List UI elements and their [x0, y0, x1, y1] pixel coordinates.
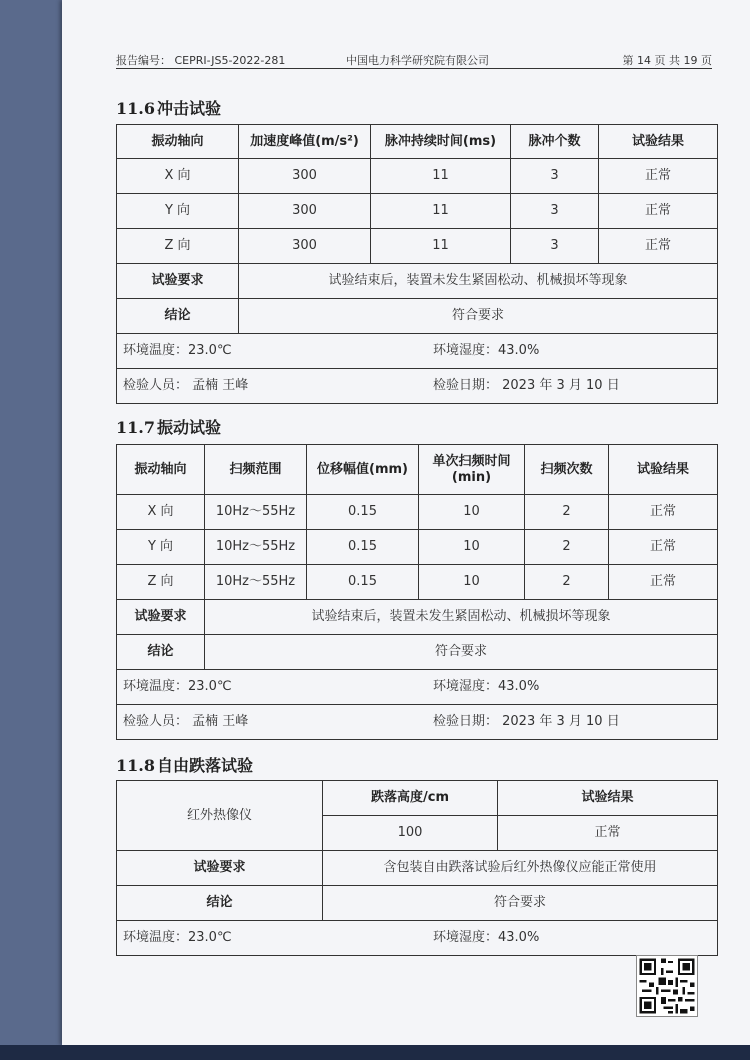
table-row — [117, 495, 718, 530]
table-row — [117, 229, 718, 264]
conclusion-label: 结论 — [117, 635, 205, 670]
cell: 300 — [239, 194, 371, 229]
section-title-vibration-test: 11.7 振动试验 — [116, 418, 221, 437]
requirement-row — [117, 264, 718, 299]
conclusion-row — [117, 635, 718, 670]
conclusion-value: 符合要求 — [239, 299, 718, 334]
cell: 300 — [239, 229, 371, 264]
report-number: 报告编号： CEPRI-JS5-2022-281 — [116, 54, 286, 67]
cell: Y 向 — [117, 194, 239, 229]
col-header: 扫频范围 — [205, 445, 307, 495]
table-row — [117, 194, 718, 229]
document-page — [62, 0, 750, 1045]
scan-background — [0, 1045, 750, 1060]
cell: 300 — [239, 159, 371, 194]
vibration-test-table — [116, 444, 718, 740]
col-header: 振动轴向 — [117, 445, 205, 495]
requirement-value: 含包装自由跌落试验后红外热像仪应能正常使用 — [323, 851, 718, 886]
cell: X 向 — [117, 495, 205, 530]
ambient-temperature: 环境温度：23.0℃ — [123, 930, 232, 945]
cell: 正常 — [599, 159, 718, 194]
conclusion-value: 符合要求 — [323, 886, 718, 921]
ambient-humidity: 环境湿度：43.0% — [433, 930, 540, 945]
cell: X 向 — [117, 159, 239, 194]
table-row — [117, 159, 718, 194]
cell: 正常 — [609, 530, 718, 565]
ambient-humidity: 环境湿度：43.0% — [433, 343, 540, 358]
ambient-humidity: 环境湿度：43.0% — [433, 679, 540, 694]
inspector-row — [117, 369, 718, 404]
cell: 正常 — [609, 495, 718, 530]
qr-code-icon — [636, 955, 698, 1017]
cell: 3 — [511, 194, 599, 229]
organization-name: 中国电力科学研究院有限公司 — [346, 54, 489, 67]
cell: 0.15 — [307, 530, 419, 565]
conclusion-row — [117, 299, 718, 334]
shock-test-table — [116, 124, 718, 404]
cell: 正常 — [498, 816, 718, 851]
col-header: 单次扫频时间(min) — [419, 445, 525, 495]
ambient-temperature: 环境温度：23.0℃ — [123, 679, 232, 694]
cell: 正常 — [599, 229, 718, 264]
inspectors: 检验人员： 孟楠 王峰 — [123, 714, 249, 729]
requirement-label: 试验要求 — [117, 264, 239, 299]
environment-row — [117, 334, 718, 369]
cell: 0.15 — [307, 495, 419, 530]
inspection-date: 检验日期： 2023 年 3 月 10 日 — [433, 378, 620, 393]
conclusion-label: 结论 — [117, 299, 239, 334]
col-header: 试验结果 — [609, 445, 718, 495]
page-header — [116, 52, 712, 69]
cell: 10Hz～55Hz — [205, 495, 307, 530]
col-header: 跌落高度/cm — [323, 781, 498, 816]
cell: 100 — [323, 816, 498, 851]
cell: 10Hz～55Hz — [205, 530, 307, 565]
col-header: 试验结果 — [498, 781, 718, 816]
cell: 10Hz～55Hz — [205, 565, 307, 600]
cell: 3 — [511, 159, 599, 194]
requirement-label: 试验要求 — [117, 851, 323, 886]
device-name: 红外热像仪 — [117, 781, 323, 851]
cell: Y 向 — [117, 530, 205, 565]
inspector-row — [117, 705, 718, 740]
cell: 0.15 — [307, 565, 419, 600]
col-header: 脉冲持续时间(ms) — [371, 125, 511, 159]
cell: 正常 — [599, 194, 718, 229]
cell: 2 — [525, 565, 609, 600]
page-number: 第 14 页 共 19 页 — [622, 54, 712, 67]
cell: 10 — [419, 565, 525, 600]
cell: 2 — [525, 530, 609, 565]
table-header-row — [117, 125, 718, 159]
requirement-row — [117, 600, 718, 635]
col-header: 位移幅值(mm) — [307, 445, 419, 495]
environment-row — [117, 670, 718, 705]
cell: 10 — [419, 495, 525, 530]
table-row — [117, 530, 718, 565]
table-header-row — [117, 781, 718, 816]
conclusion-row — [117, 886, 718, 921]
requirement-value: 试验结束后，装置未发生紧固松动、机械损坏等现象 — [239, 264, 718, 299]
section-title-free-fall-test: 11.8 自由跌落试验 — [116, 756, 253, 775]
col-header: 脉冲个数 — [511, 125, 599, 159]
ambient-temperature: 环境温度：23.0℃ — [123, 343, 232, 358]
cell: 2 — [525, 495, 609, 530]
col-header: 试验结果 — [599, 125, 718, 159]
cell: 11 — [371, 229, 511, 264]
cell: 11 — [371, 194, 511, 229]
inspectors: 检验人员： 孟楠 王峰 — [123, 378, 249, 393]
cell: Z 向 — [117, 229, 239, 264]
requirement-value: 试验结束后，装置未发生紧固松动、机械损坏等现象 — [205, 600, 718, 635]
table-row — [117, 565, 718, 600]
cell: Z 向 — [117, 565, 205, 600]
table-header-row — [117, 445, 718, 495]
col-header: 加速度峰值(m/s²) — [239, 125, 371, 159]
environment-row — [117, 921, 718, 956]
free-fall-test-table — [116, 780, 718, 956]
cell: 11 — [371, 159, 511, 194]
cell: 3 — [511, 229, 599, 264]
requirement-label: 试验要求 — [117, 600, 205, 635]
cell: 正常 — [609, 565, 718, 600]
conclusion-label: 结论 — [117, 886, 323, 921]
conclusion-value: 符合要求 — [205, 635, 718, 670]
col-header: 振动轴向 — [117, 125, 239, 159]
inspection-date: 检验日期： 2023 年 3 月 10 日 — [433, 714, 620, 729]
col-header: 扫频次数 — [525, 445, 609, 495]
requirement-row — [117, 851, 718, 886]
cell: 10 — [419, 530, 525, 565]
section-title-shock-test: 11.6 冲击试验 — [116, 99, 221, 118]
